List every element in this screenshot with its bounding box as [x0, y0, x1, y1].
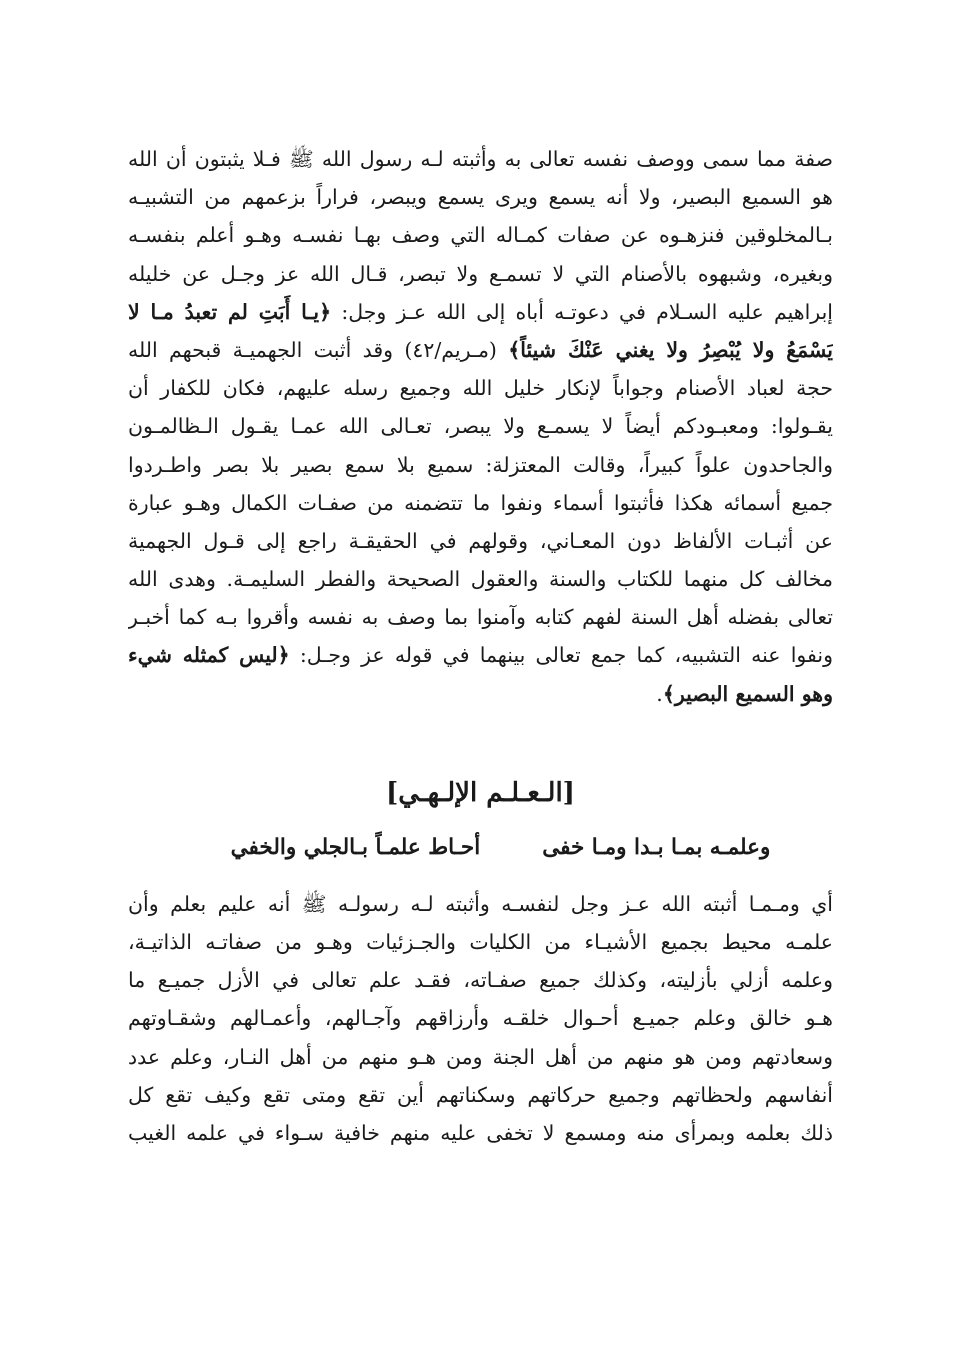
text-line: هو السميع البصير، ولا أنه يسمع ويرى يسمع ويبصر، فراراً بزعمهم من التشبيـه [128, 185, 833, 210]
text-line: ذلك بعلمه وبمرأى منه ومسمع لا تخفى عليه منهم خافية سـواء في علمه الغيب [128, 1120, 833, 1145]
text-line [128, 293, 833, 331]
quran-quote: وهو السميع البصير﴾ [662, 681, 833, 706]
text-line: يقـولوا: ومعبـودكم أيضاً لا يسمـع ولا يبصر، تعـالى الله عمـا يقـول الـظالمـون [128, 414, 833, 439]
text-line: صفة مما سمى ووصف نفسه تعالى به وأثبته لـه رسول الله ﷺ فـلا يثبتون أن الله [128, 147, 833, 171]
paragraph-2 [128, 885, 833, 1152]
text-segment: ونفوا عنه التشبيه، كما جمع تعالى بينهما في قوله عز وجـل: [299, 643, 833, 668]
quran-quote: يَسْمَعُ ولا يُبْصِرُ ولا يغني عَنْكَ شيئاً﴾ [508, 337, 833, 362]
section-title: [الـعـلـم الإلـهـي] [386, 777, 575, 808]
poem-verse [128, 827, 833, 869]
verse-hemistich-left: أحـاط علمـاً بـالجلي والخفي [230, 834, 481, 860]
quran-quote: ﴿ليس كمثله شيء [128, 643, 290, 668]
text-segment: إبراهيم عليه السـلام في دعوتـه أباه إلى الله عـز وجل: [341, 299, 833, 324]
quran-quote: ﴿يـا أَبَتِ لم تعبدُ مـا لا [128, 299, 332, 324]
text-line: هـو خالق وعلم جميـع أحـوال خلقـه وأرزاقهم وآجـالهم، وأعمـالهم وشقـاوتهم [128, 1006, 833, 1031]
book-page [128, 140, 833, 1152]
text-line: عن أثبـات الألفاظ دون المعـاني، وقولهم في الحقيقـة راجع إلى قـول الجهمية [128, 528, 833, 553]
text-line: أنفاسهم ولحظاتهم وجميع حركاتهم وسكناتهم أين تقع ومتى تقع وكيف تقع كل [128, 1082, 833, 1107]
text-line: حجة لعباد الأصنام وجواباً لإنكار خليل الله وجميع رسله عليهم، فكان للكفار أن [128, 376, 833, 401]
verse-hemistich-right: وعلمـه بمـا بـدا ومـا خفى [542, 834, 771, 860]
text-line [128, 675, 833, 713]
quran-reference: (مـريم/٤٢) وقد أثبت الجهميـة قبحهم الله [128, 337, 509, 362]
text-line: جميع أسمائه هكذا فأثبتوا أسماء ونفوا ما تتضمنه من صفـات الكمال وهـو عبارة [128, 490, 833, 515]
text-line: وسعادتهم ومن هو منهم من أهل الجنة ومن هـو منهم من أهل النـار، وعلم عدد [128, 1044, 833, 1069]
text-line [128, 331, 833, 369]
text-segment: . [656, 681, 663, 706]
text-line: بـالمخلوقين فنزهـوه عن صفات كمـاله التي وصف بهـا نفسـه وهـو أعلم بنفسـه [128, 223, 833, 248]
text-line: تعالى بفضله أهل السنة لفهم كتابه وآمنوا بما وصف به نفسه وأقروا بـه كما أخبـر [128, 605, 833, 630]
text-line: أي ومـمـا أثبته الله عـز وجل لنفسـه وأثبته لـه رسولـه ﷺ أنه عليم بعلم وأن [128, 891, 833, 916]
paragraph-1 [128, 140, 833, 713]
text-line: علمـه محيط بجميع الأشيـاء من الكليات والجـزئيات وهـو من صفاتـه الذاتيـة، [128, 930, 833, 954]
text-line: وعلمه أزلي بأزليته، وكذلك جميع صفـاته، فقـد علم تعالى في الأزل جميـع ما [128, 968, 833, 993]
text-line: والجاحدون علواً كبيراً، وقالت المعتزلة: سميع بلا سمع بصير بلا بصر واطـردوا [128, 452, 833, 477]
text-line: مخالف كل منهما للكتاب والسنة والعقول الصحيحة والفطر السليمـة. وهدى الله [128, 567, 833, 592]
text-line: وبغيره، وشبهوه بالأصنام التي لا تسمـع ولا تبصر، قـال الله عز وجـل عن خليله [128, 261, 833, 286]
text-line [128, 636, 833, 674]
